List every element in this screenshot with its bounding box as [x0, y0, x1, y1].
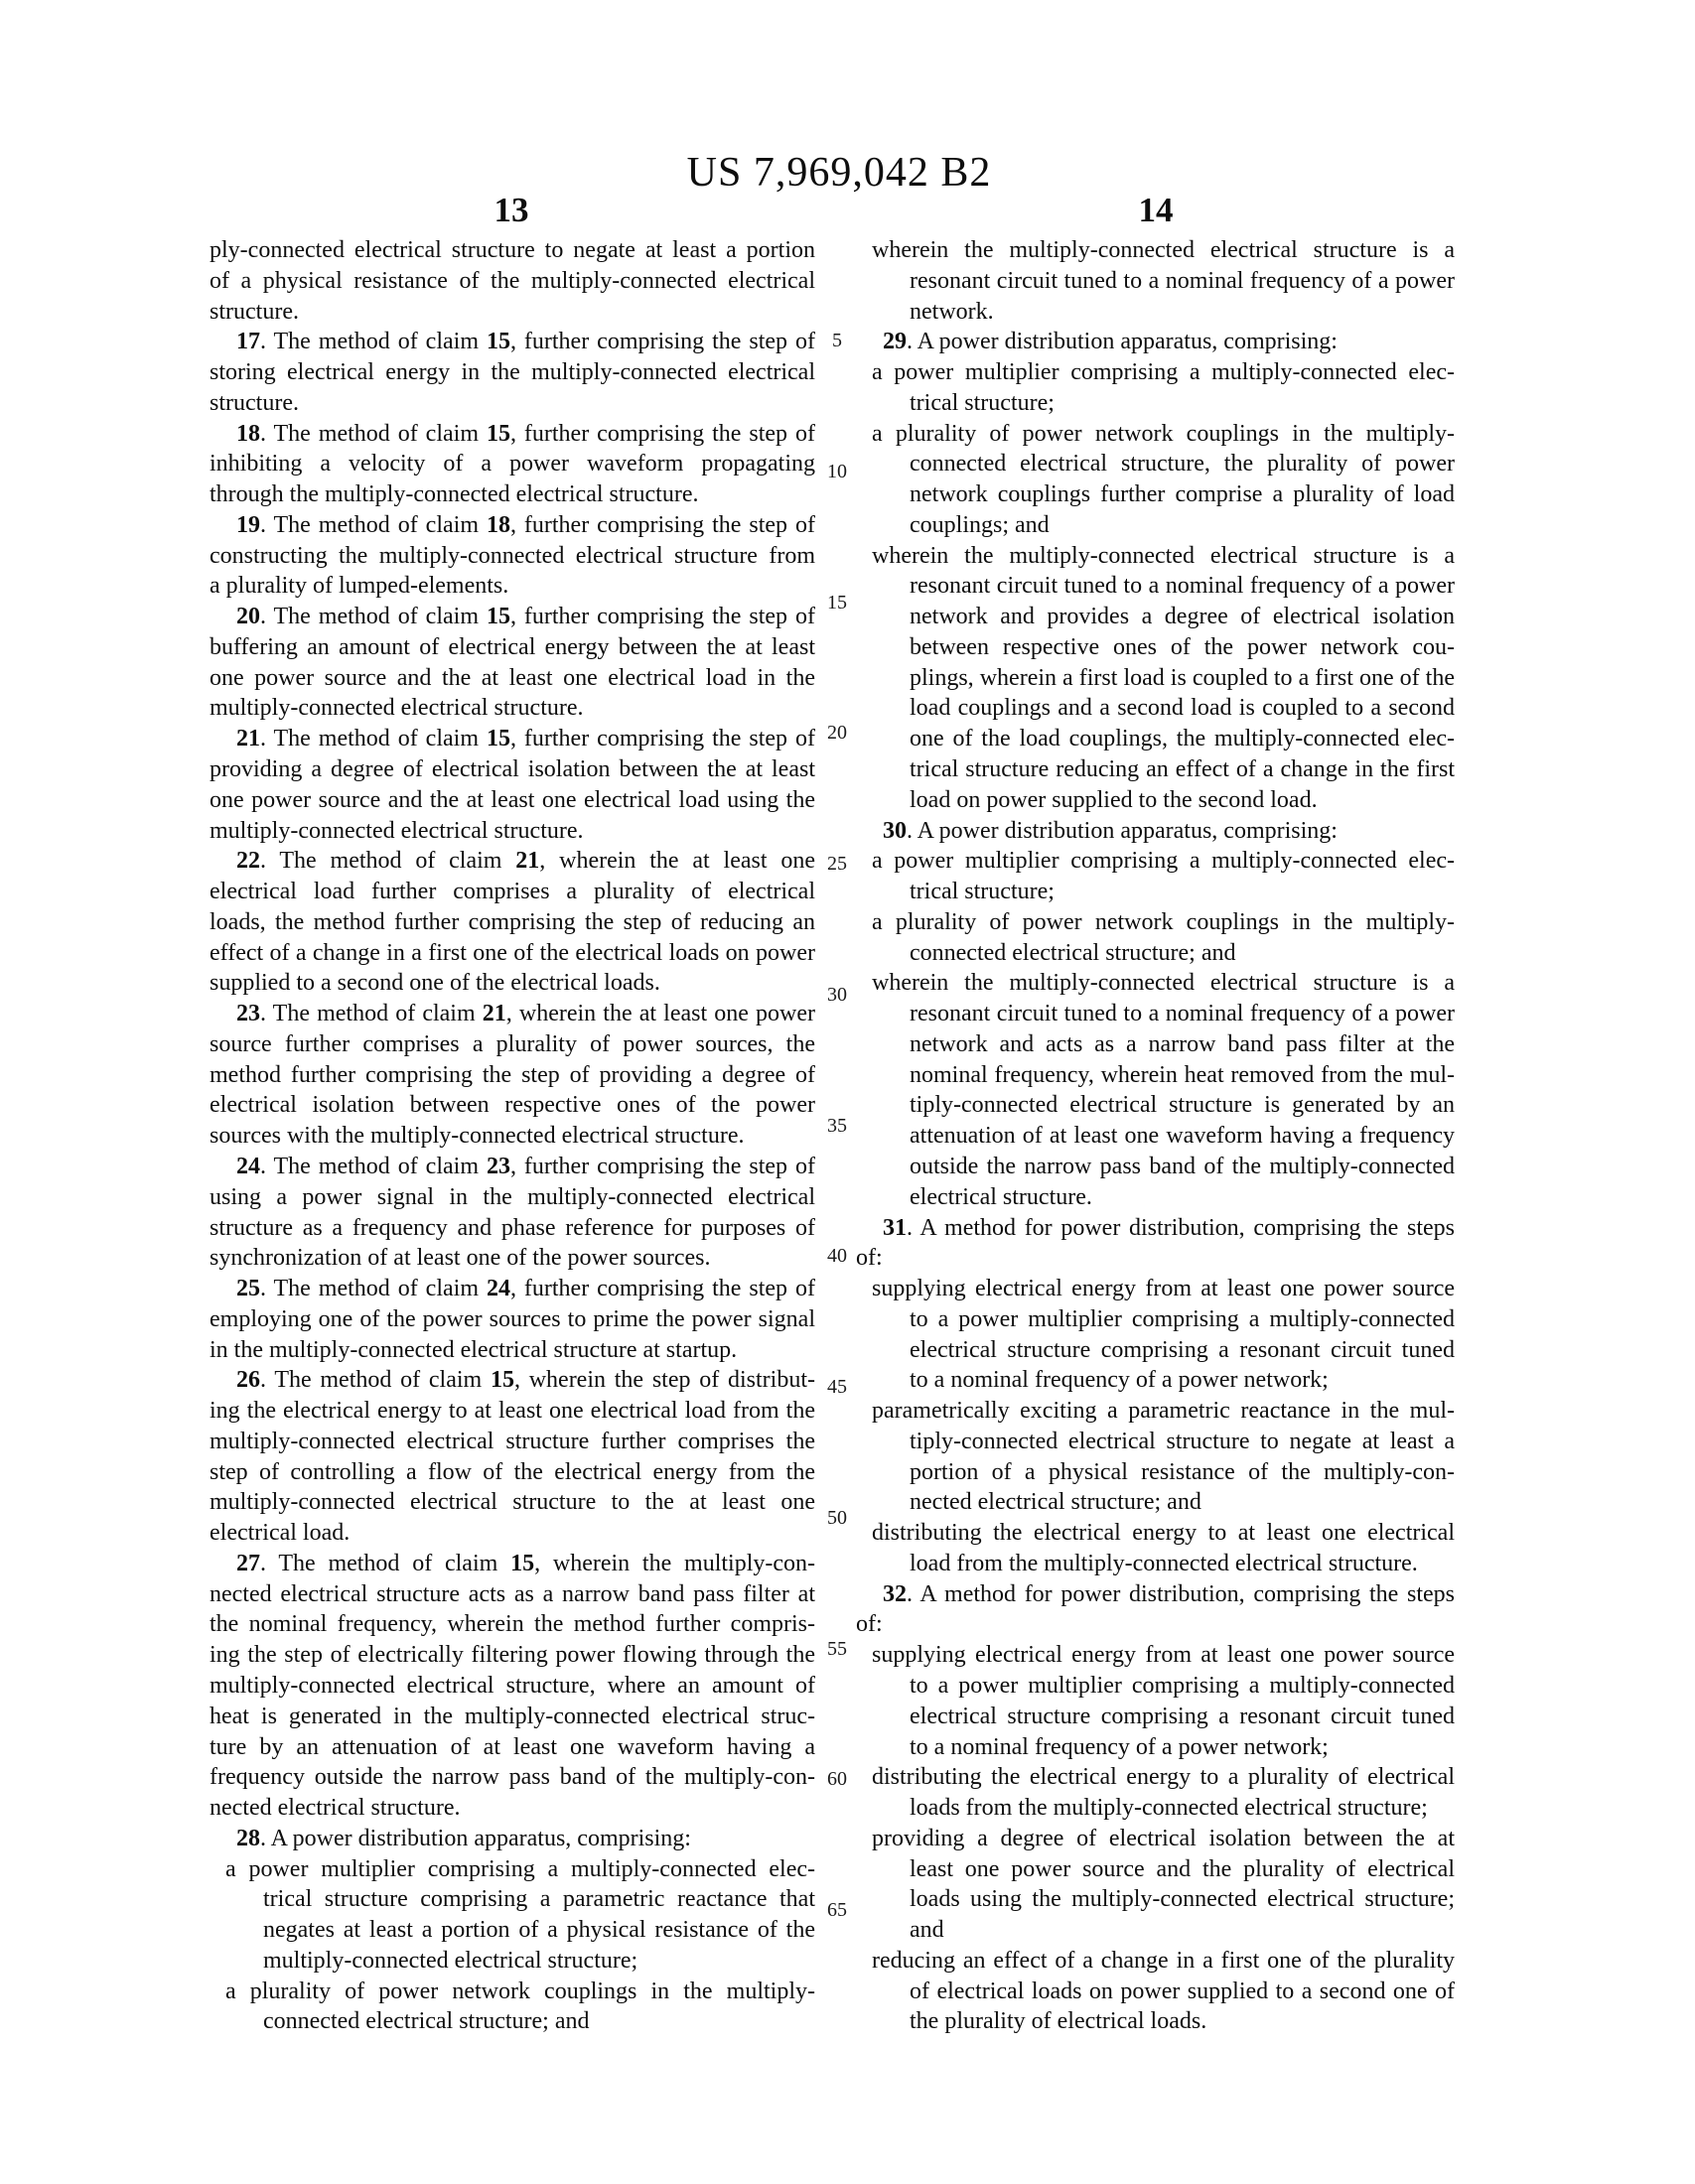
- claim-text-line: multiply-connected electrical structure;: [263, 1947, 638, 1974]
- claim-text-line: 26. The method of claim 15, wherein the step of distribut-: [236, 1367, 816, 1394]
- claim-text-line: one of the load couplings, the multiply-connected elec-: [910, 726, 1455, 752]
- claim-text-line: through the multiply-connected electrical structure.: [210, 481, 699, 508]
- claim-text-line: a power multiplier comprising a multiply-connected elec-: [872, 359, 1455, 386]
- claim-text-line: parametrically exciting a parametric reactance in the mul-: [872, 1398, 1455, 1425]
- claim-text-line: 25. The method of claim 24, further comprising the step of: [236, 1276, 815, 1302]
- claim-text-line: providing a degree of electrical isolation between the at: [872, 1825, 1455, 1851]
- line-number: 15: [827, 591, 847, 614]
- claim-text-line: network couplings further comprise a plurality of load: [910, 481, 1455, 508]
- claim-text-line: trical structure;: [910, 879, 1055, 905]
- claim-text-line: least one power source and the plurality of electrical: [910, 1855, 1455, 1882]
- claim-text-line: electrical structure comprising a resonant circuit tuned: [910, 1703, 1455, 1729]
- claim-text-line: one power source and the at least one electrical load in the: [210, 664, 815, 691]
- claim-text-line: a power multiplier comprising a multiply-connected elec-: [872, 848, 1455, 875]
- claim-text-line: to a nominal frequency of a power network;: [910, 1367, 1329, 1394]
- claim-text-line: in the multiply-connected electrical structure at startup.: [210, 1336, 738, 1363]
- claim-text-line: tiply-connected electrical structure to negate at least a: [910, 1428, 1455, 1454]
- claim-text-line: ing the electrical energy to at least one electrical load from the: [210, 1398, 815, 1425]
- claim-text-line: multiply-connected electrical structure.: [210, 695, 584, 722]
- claim-text-line: outside the narrow pass band of the multiply-connected: [910, 1153, 1455, 1179]
- claims-column-right: [856, 235, 1455, 2037]
- claim-text-line: method further comprising the step of providing a degree of: [210, 1061, 815, 1088]
- claim-text-line: tiply-connected electrical structure is generated by an: [910, 1092, 1455, 1119]
- claim-text-line: providing a degree of electrical isolation between the at least: [210, 756, 815, 783]
- claim-text-line: distributing the electrical energy to at least one electrical: [872, 1520, 1455, 1547]
- claim-text-line: 32. A method for power distribution, comprising the steps: [883, 1580, 1455, 1607]
- claim-text-line: nominal frequency, wherein heat removed from the mul-: [910, 1061, 1455, 1088]
- claim-text-line: multiply-connected electrical structure to the at least one: [210, 1489, 815, 1516]
- claim-text-line: 22. The method of claim 21, wherein the at least one: [236, 848, 815, 875]
- claim-text-line: a plurality of lumped-elements.: [210, 573, 509, 600]
- column-number-left: 13: [494, 191, 529, 229]
- claim-text-line: of:: [856, 1245, 883, 1272]
- claim-text-line: 31. A method for power distribution, comprising the steps: [883, 1214, 1455, 1241]
- claim-text-line: trical structure reducing an effect of a change in the first: [910, 756, 1455, 783]
- claim-text-line: portion of a physical resistance of the multiply-con-: [910, 1458, 1455, 1485]
- claim-text-line: heat is generated in the multiply-connected electrical struc-: [210, 1703, 815, 1729]
- claim-text-line: electrical load.: [210, 1520, 351, 1547]
- claim-text-line: source further comprises a plurality of power sources, the: [210, 1030, 815, 1057]
- claim-text-line: storing electrical energy in the multiply-connected electrical: [210, 359, 815, 386]
- claim-text-line: step of controlling a flow of the electrical energy from the: [210, 1458, 815, 1485]
- claim-text-line: structure as a frequency and phase reference for purposes of: [210, 1214, 815, 1241]
- claim-text-line: the nominal frequency, wherein the method further compris-: [210, 1611, 815, 1638]
- claim-text-line: nected electrical structure acts as a narrow band pass filter at: [210, 1580, 815, 1607]
- line-number: 65: [827, 1899, 847, 1921]
- claim-text-line: the plurality of electrical loads.: [910, 2008, 1207, 2035]
- claim-text-line: one power source and the at least one electrical load using the: [210, 786, 815, 813]
- claim-text-line: load couplings and a second load is coupled to a second: [910, 695, 1455, 722]
- claim-text-line: loads from the multiply-connected electrical structure;: [910, 1795, 1428, 1822]
- claim-text-line: electrical structure.: [910, 1183, 1092, 1210]
- claim-text-line: negates at least a portion of a physical resistance of the: [263, 1917, 815, 1944]
- claim-text-line: 30. A power distribution apparatus, comprising:: [883, 817, 1338, 844]
- claim-text-line: connected electrical structure, the plurality of power: [910, 451, 1455, 478]
- claim-text-line: 27. The method of claim 15, wherein the multiply-con-: [236, 1550, 816, 1576]
- claim-text-line: between respective ones of the power network cou-: [910, 633, 1455, 660]
- column-number-right: 14: [1138, 191, 1174, 229]
- claim-text-line: of electrical loads on power supplied to a second one of: [910, 1978, 1455, 2004]
- line-number: 40: [827, 1245, 847, 1268]
- claim-text-line: couplings; and: [910, 511, 1050, 538]
- claim-text-line: inhibiting a velocity of a power waveform propagating: [210, 451, 815, 478]
- line-number: 5: [832, 330, 842, 351]
- line-number: 50: [827, 1506, 847, 1529]
- claim-text-line: nected electrical structure; and: [910, 1489, 1201, 1516]
- line-number: 25: [827, 853, 847, 875]
- claim-text-line: 29. A power distribution apparatus, comprising:: [883, 329, 1338, 355]
- claim-text-line: multiply-connected electrical structure further comprises the: [210, 1428, 815, 1454]
- claim-text-line: a power multiplier comprising a multiply-connected elec-: [225, 1855, 815, 1882]
- claim-text-line: trical structure comprising a parametric reactance that: [263, 1886, 815, 1913]
- line-number: 45: [827, 1376, 847, 1398]
- claim-text-line: reducing an effect of a change in a first one of the plurality: [872, 1947, 1455, 1974]
- claim-text-line: 20. The method of claim 15, further comprising the step of: [236, 604, 815, 630]
- claim-text-line: employing one of the power sources to prime the power signal: [210, 1305, 815, 1332]
- claim-text-line: network and acts as a narrow band pass filter at the: [910, 1030, 1455, 1057]
- claim-text-line: resonant circuit tuned to a nominal frequency of a power: [910, 267, 1455, 294]
- claim-text-line: to a power multiplier comprising a multiply-connected: [910, 1305, 1455, 1332]
- claim-text-line: a plurality of power network couplings in the multiply-: [872, 908, 1455, 935]
- claim-text-line: load from the multiply-connected electrical structure.: [910, 1550, 1418, 1576]
- claim-text-line: 17. The method of claim 15, further comprising the step of: [236, 329, 815, 355]
- claim-text-line: supplying electrical energy from at least one power source: [872, 1642, 1455, 1669]
- claim-text-line: 18. The method of claim 15, further comprising the step of: [236, 420, 815, 447]
- claim-text-line: using a power signal in the multiply-connected electrical: [210, 1183, 815, 1210]
- claim-text-line: electrical structure comprising a resonant circuit tuned: [910, 1336, 1455, 1363]
- line-number-gutter: [814, 328, 860, 1923]
- claim-text-line: loads using the multiply-connected electrical structure;: [910, 1886, 1455, 1913]
- claim-text-line: multiply-connected electrical structure.: [210, 817, 584, 844]
- claim-text-line: plings, wherein a first load is coupled to a first one of the: [910, 664, 1455, 691]
- claim-text-line: trical structure;: [910, 389, 1055, 416]
- claim-text-line: 28. A power distribution apparatus, comprising:: [236, 1825, 691, 1851]
- claim-text-line: resonant circuit tuned to a nominal frequency of a power: [910, 1001, 1455, 1027]
- claim-text-line: and: [910, 1917, 944, 1944]
- patent-number-header: US 7,969,042 B2: [686, 150, 992, 196]
- claim-text-line: resonant circuit tuned to a nominal frequency of a power: [910, 573, 1455, 600]
- claim-text-line: frequency outside the narrow pass band of the multiply-con-: [210, 1764, 815, 1791]
- claim-text-line: multiply-connected electrical structure, where an amount of: [210, 1672, 815, 1699]
- line-number: 55: [827, 1637, 847, 1660]
- claim-text-line: to a power multiplier comprising a multiply-connected: [910, 1672, 1455, 1699]
- claim-text-line: 24. The method of claim 23, further comprising the step of: [236, 1153, 815, 1179]
- claim-text-line: connected electrical structure; and: [910, 939, 1236, 966]
- claim-text-line: 19. The method of claim 18, further comprising the step of: [236, 511, 815, 538]
- claim-text-line: network and provides a degree of electrical isolation: [910, 604, 1455, 630]
- claim-text-line: synchronization of at least one of the power sources.: [210, 1245, 711, 1272]
- claim-text-line: constructing the multiply-connected electrical structure from: [210, 542, 815, 569]
- claim-text-line: attenuation of at least one waveform having a frequency: [910, 1123, 1455, 1150]
- claim-text-line: buffering an amount of electrical energy between the at least: [210, 633, 815, 660]
- claim-text-line: of:: [856, 1611, 883, 1638]
- claim-text-line: distributing the electrical energy to a plurality of electrical: [872, 1764, 1455, 1791]
- claim-text-line: electrical load further comprises a plurality of electrical: [210, 879, 815, 905]
- claim-text-line: load on power supplied to the second load.: [910, 786, 1318, 813]
- claim-text-line: supplied to a second one of the electrical loads.: [210, 970, 660, 997]
- claim-text-line: structure.: [210, 389, 299, 416]
- claim-text-line: network.: [910, 298, 994, 325]
- claim-text-line: electrical isolation between respective ones of the power: [210, 1092, 815, 1119]
- line-number: 60: [827, 1768, 847, 1791]
- claim-text-line: 21. The method of claim 15, further comprising the step of: [236, 726, 815, 752]
- claims-column-left: [210, 235, 815, 2037]
- claim-text-line: ing the step of electrically filtering power flowing through the: [210, 1642, 815, 1669]
- line-number: 20: [827, 722, 847, 745]
- claim-text-line: ply-connected electrical structure to negate at least a portion: [210, 237, 815, 263]
- claim-text-line: wherein the multiply-connected electrical structure is a: [872, 237, 1455, 263]
- claim-text-line: nected electrical structure.: [210, 1795, 461, 1822]
- claim-text-line: structure.: [210, 298, 299, 325]
- claim-text-line: connected electrical structure; and: [263, 2008, 590, 2035]
- claim-text-line: wherein the multiply-connected electrical structure is a: [872, 970, 1455, 997]
- claim-text-line: sources with the multiply-connected electrical structure.: [210, 1123, 745, 1150]
- claim-text-line: loads, the method further comprising the step of reducing an: [210, 908, 815, 935]
- claim-text-line: supplying electrical energy from at least one power source: [872, 1276, 1455, 1302]
- claim-text-line: 23. The method of claim 21, wherein the at least one power: [236, 1001, 816, 1027]
- claim-text-line: a plurality of power network couplings in the multiply-: [872, 420, 1455, 447]
- claim-text-line: a plurality of power network couplings in the multiply-: [225, 1978, 815, 2004]
- claim-text-line: to a nominal frequency of a power network;: [910, 1733, 1329, 1760]
- line-number: 30: [827, 983, 847, 1006]
- claim-text-line: effect of a change in a first one of the electrical loads on power: [210, 939, 815, 966]
- claim-text-line: ture by an attenuation of at least one waveform having a: [210, 1733, 815, 1760]
- claim-text-line: of a physical resistance of the multiply-connected electrical: [210, 267, 815, 294]
- line-number: 10: [827, 460, 847, 482]
- line-number: 35: [827, 1114, 847, 1137]
- claim-text-line: wherein the multiply-connected electrical structure is a: [872, 542, 1455, 569]
